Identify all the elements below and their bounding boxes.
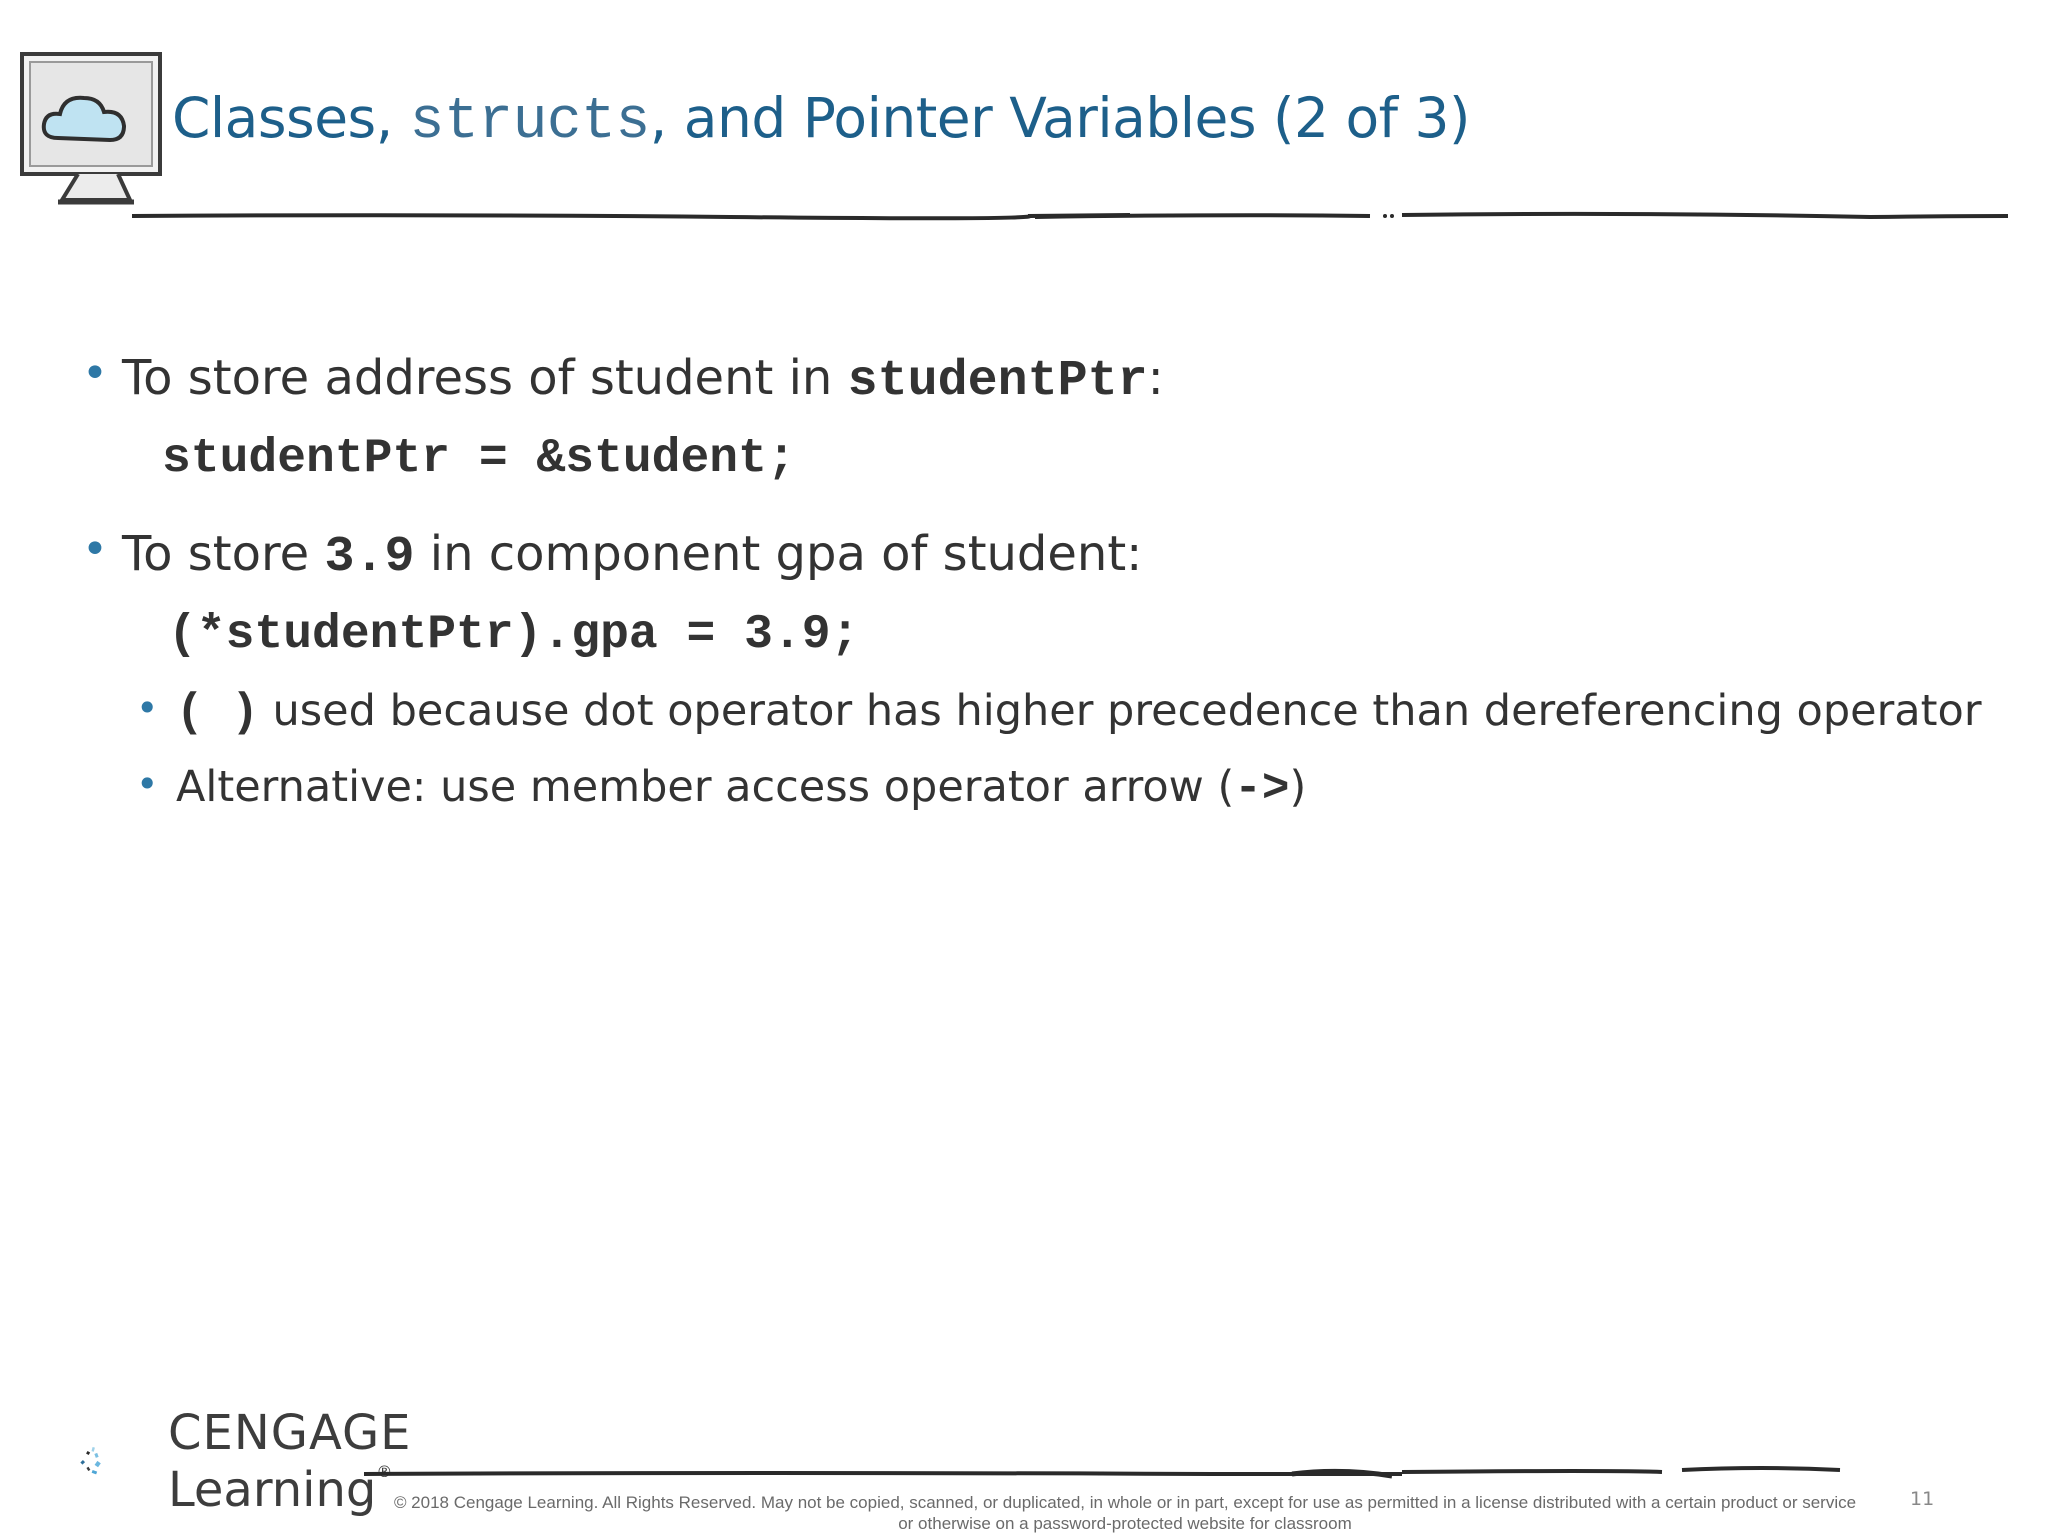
brand-name: CENGAGE [168,1405,412,1461]
copyright-line-1: © 2018 Cengage Learning. All Rights Reserved. May not be copied, scanned, or duplicated, in whole or in part, except for use as permitted in a license distributed with a certain product or service [393,1493,1857,1512]
footer-underline [362,1462,1842,1484]
sub-bullet-text-after: ) [1289,762,1307,812]
page-number: 11 [1910,1488,1935,1510]
sub-bullet-dot: • [136,762,159,806]
bullet-store-gpa [82,524,1143,586]
bullet-store-address [82,348,1164,410]
bullet-dot: • [82,524,108,575]
code-line-assign-gpa: (*studentPtr).gpa = 3.9; [168,608,860,662]
sub-bullet-parentheses [136,686,1982,739]
brand-sub [168,1462,392,1518]
sub-bullet-code: ( ) [176,687,259,739]
bullet-code: studentPtr [847,353,1148,410]
bullet-code: 3.9 [324,529,415,586]
sub-bullet-alternative [136,762,1307,815]
bullet-text: To store address of student in [122,350,848,406]
title-text-part1: Classes, [172,86,410,150]
bullet-dot: • [82,348,108,399]
sub-bullet-dot: • [136,686,159,730]
title-code: structs [409,90,650,155]
sub-bullet-code: -> [1234,763,1290,815]
bullet-text-after: in component gpa of student: [414,526,1143,582]
bullet-text-after: : [1147,350,1164,406]
brand-sub-text: Learning [168,1462,377,1518]
copyright-line-2: or otherwise on a password-protected website for classroom [898,1514,1352,1533]
title-underline [130,208,2010,224]
bullet-text: To store [122,526,325,582]
cloud-computer-icon [18,50,166,210]
slide-title [172,86,1470,155]
title-text-part2: , and Pointer Variables (2 of 3) [649,86,1470,150]
sub-bullet-text: used because dot operator has higher precedence than dereferencing operator [258,686,1982,736]
code-line-assign-address: studentPtr = &student; [162,432,796,486]
brand-trademark: ® [376,1462,393,1481]
sub-bullet-text: Alternative: use member access operator arrow ( [176,762,1235,812]
copyright-notice [380,1492,1870,1534]
cengage-logo-icon [80,1400,170,1530]
